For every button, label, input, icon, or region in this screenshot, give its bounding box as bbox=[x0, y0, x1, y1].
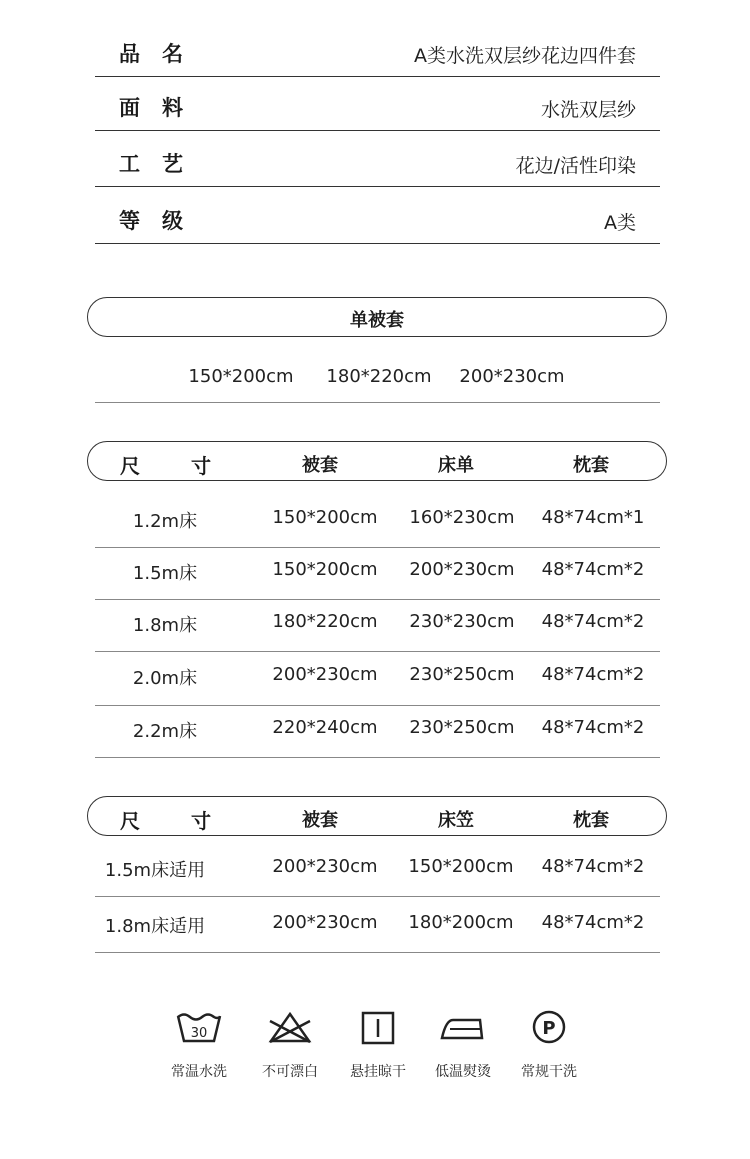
spec-value: 花边/活性印染 bbox=[515, 155, 636, 177]
fitted-table-header bbox=[87, 796, 667, 836]
table-row bbox=[95, 844, 660, 897]
cell-bed: 2.2m床 bbox=[132, 721, 198, 742]
wash-30-icon bbox=[175, 1008, 223, 1048]
wash-temp: 30 bbox=[190, 1026, 208, 1041]
header-sheet: 床单 bbox=[438, 455, 474, 476]
cell-duvet: 150*200cm bbox=[272, 559, 378, 580]
spec-label: 品名 bbox=[119, 42, 205, 66]
cell-pillowcase: 48*74cm*2 bbox=[541, 912, 645, 933]
cell-duvet: 200*230cm bbox=[272, 664, 378, 685]
cell-sheet: 230*230cm bbox=[409, 611, 515, 632]
cell-sheet: 200*230cm bbox=[409, 559, 515, 580]
single-duvet-header bbox=[87, 297, 667, 337]
no-bleach-icon bbox=[265, 1008, 315, 1048]
header-duvet: 被套 bbox=[302, 810, 338, 831]
cell-pillowcase: 48*74cm*1 bbox=[541, 507, 645, 528]
table-row bbox=[95, 896, 660, 953]
care-hang bbox=[333, 1008, 423, 1088]
cell-bed: 1.8m床 bbox=[132, 615, 198, 636]
cell-sheet: 160*230cm bbox=[409, 507, 515, 528]
cell-bed: 1.5m床适用 bbox=[104, 860, 206, 881]
size-table-header bbox=[87, 441, 667, 481]
care-label: 常规干洗 bbox=[521, 1064, 577, 1080]
header-pillowcase: 枕套 bbox=[573, 810, 609, 831]
single-duvet-title: 单被套 bbox=[350, 310, 404, 331]
cell-duvet: 150*200cm bbox=[272, 507, 378, 528]
care-label: 不可漂白 bbox=[262, 1064, 318, 1080]
cell-fitted-sheet: 150*200cm bbox=[408, 856, 514, 877]
cell-duvet: 200*230cm bbox=[272, 912, 378, 933]
spec-value: 水洗双层纱 bbox=[540, 99, 636, 121]
spec-row-craft bbox=[95, 132, 660, 187]
care-label: 低温熨烫 bbox=[435, 1064, 491, 1080]
cell-bed: 1.8m床适用 bbox=[104, 916, 206, 937]
table-row bbox=[95, 495, 660, 548]
duvet-size: 150*200cm bbox=[188, 366, 294, 387]
table-row bbox=[95, 599, 660, 652]
spec-row-name bbox=[95, 22, 660, 77]
spec-value: A类水洗双层纱花边四件套 bbox=[414, 45, 636, 67]
cell-sheet: 230*250cm bbox=[409, 717, 515, 738]
duvet-size: 200*230cm bbox=[459, 366, 565, 387]
spec-row-fabric bbox=[95, 76, 660, 131]
spec-row-grade bbox=[95, 189, 660, 244]
cell-bed: 1.5m床 bbox=[132, 563, 198, 584]
care-label: 悬挂晾干 bbox=[350, 1064, 406, 1080]
dry-clean-letter: P bbox=[542, 1018, 556, 1039]
cell-pillowcase: 48*74cm*2 bbox=[541, 717, 645, 738]
divider bbox=[95, 402, 660, 403]
hang-dry-icon bbox=[358, 1008, 398, 1048]
cell-bed: 2.0m床 bbox=[132, 668, 198, 689]
header-size: 尺 寸 bbox=[120, 454, 233, 478]
cell-sheet: 230*250cm bbox=[409, 664, 515, 685]
care-dry-clean bbox=[504, 1008, 594, 1088]
spec-label: 面料 bbox=[119, 96, 205, 120]
cell-pillowcase: 48*74cm*2 bbox=[541, 559, 645, 580]
cell-fitted-sheet: 180*200cm bbox=[408, 912, 514, 933]
duvet-size: 180*220cm bbox=[326, 366, 432, 387]
care-label: 常温水洗 bbox=[171, 1064, 227, 1080]
dry-clean-icon bbox=[529, 1008, 569, 1048]
care-wash bbox=[154, 1008, 244, 1088]
table-row bbox=[95, 705, 660, 758]
table-row bbox=[95, 547, 660, 600]
cell-duvet: 220*240cm bbox=[272, 717, 378, 738]
header-duvet: 被套 bbox=[302, 455, 338, 476]
table-row bbox=[95, 652, 660, 706]
cell-pillowcase: 48*74cm*2 bbox=[541, 664, 645, 685]
cell-duvet: 200*230cm bbox=[272, 856, 378, 877]
cell-pillowcase: 48*74cm*2 bbox=[541, 611, 645, 632]
spec-label: 等级 bbox=[119, 209, 205, 233]
header-fitted-sheet: 床笠 bbox=[438, 810, 474, 831]
cell-bed: 1.2m床 bbox=[132, 511, 198, 532]
care-iron bbox=[418, 1008, 508, 1088]
cell-pillowcase: 48*74cm*2 bbox=[541, 856, 645, 877]
spec-label: 工艺 bbox=[119, 152, 205, 176]
cell-duvet: 180*220cm bbox=[272, 611, 378, 632]
header-size: 尺 寸 bbox=[120, 809, 233, 833]
header-pillowcase: 枕套 bbox=[573, 455, 609, 476]
care-bleach bbox=[245, 1008, 335, 1088]
spec-value: A类 bbox=[604, 212, 636, 234]
low-iron-icon bbox=[438, 1008, 488, 1048]
